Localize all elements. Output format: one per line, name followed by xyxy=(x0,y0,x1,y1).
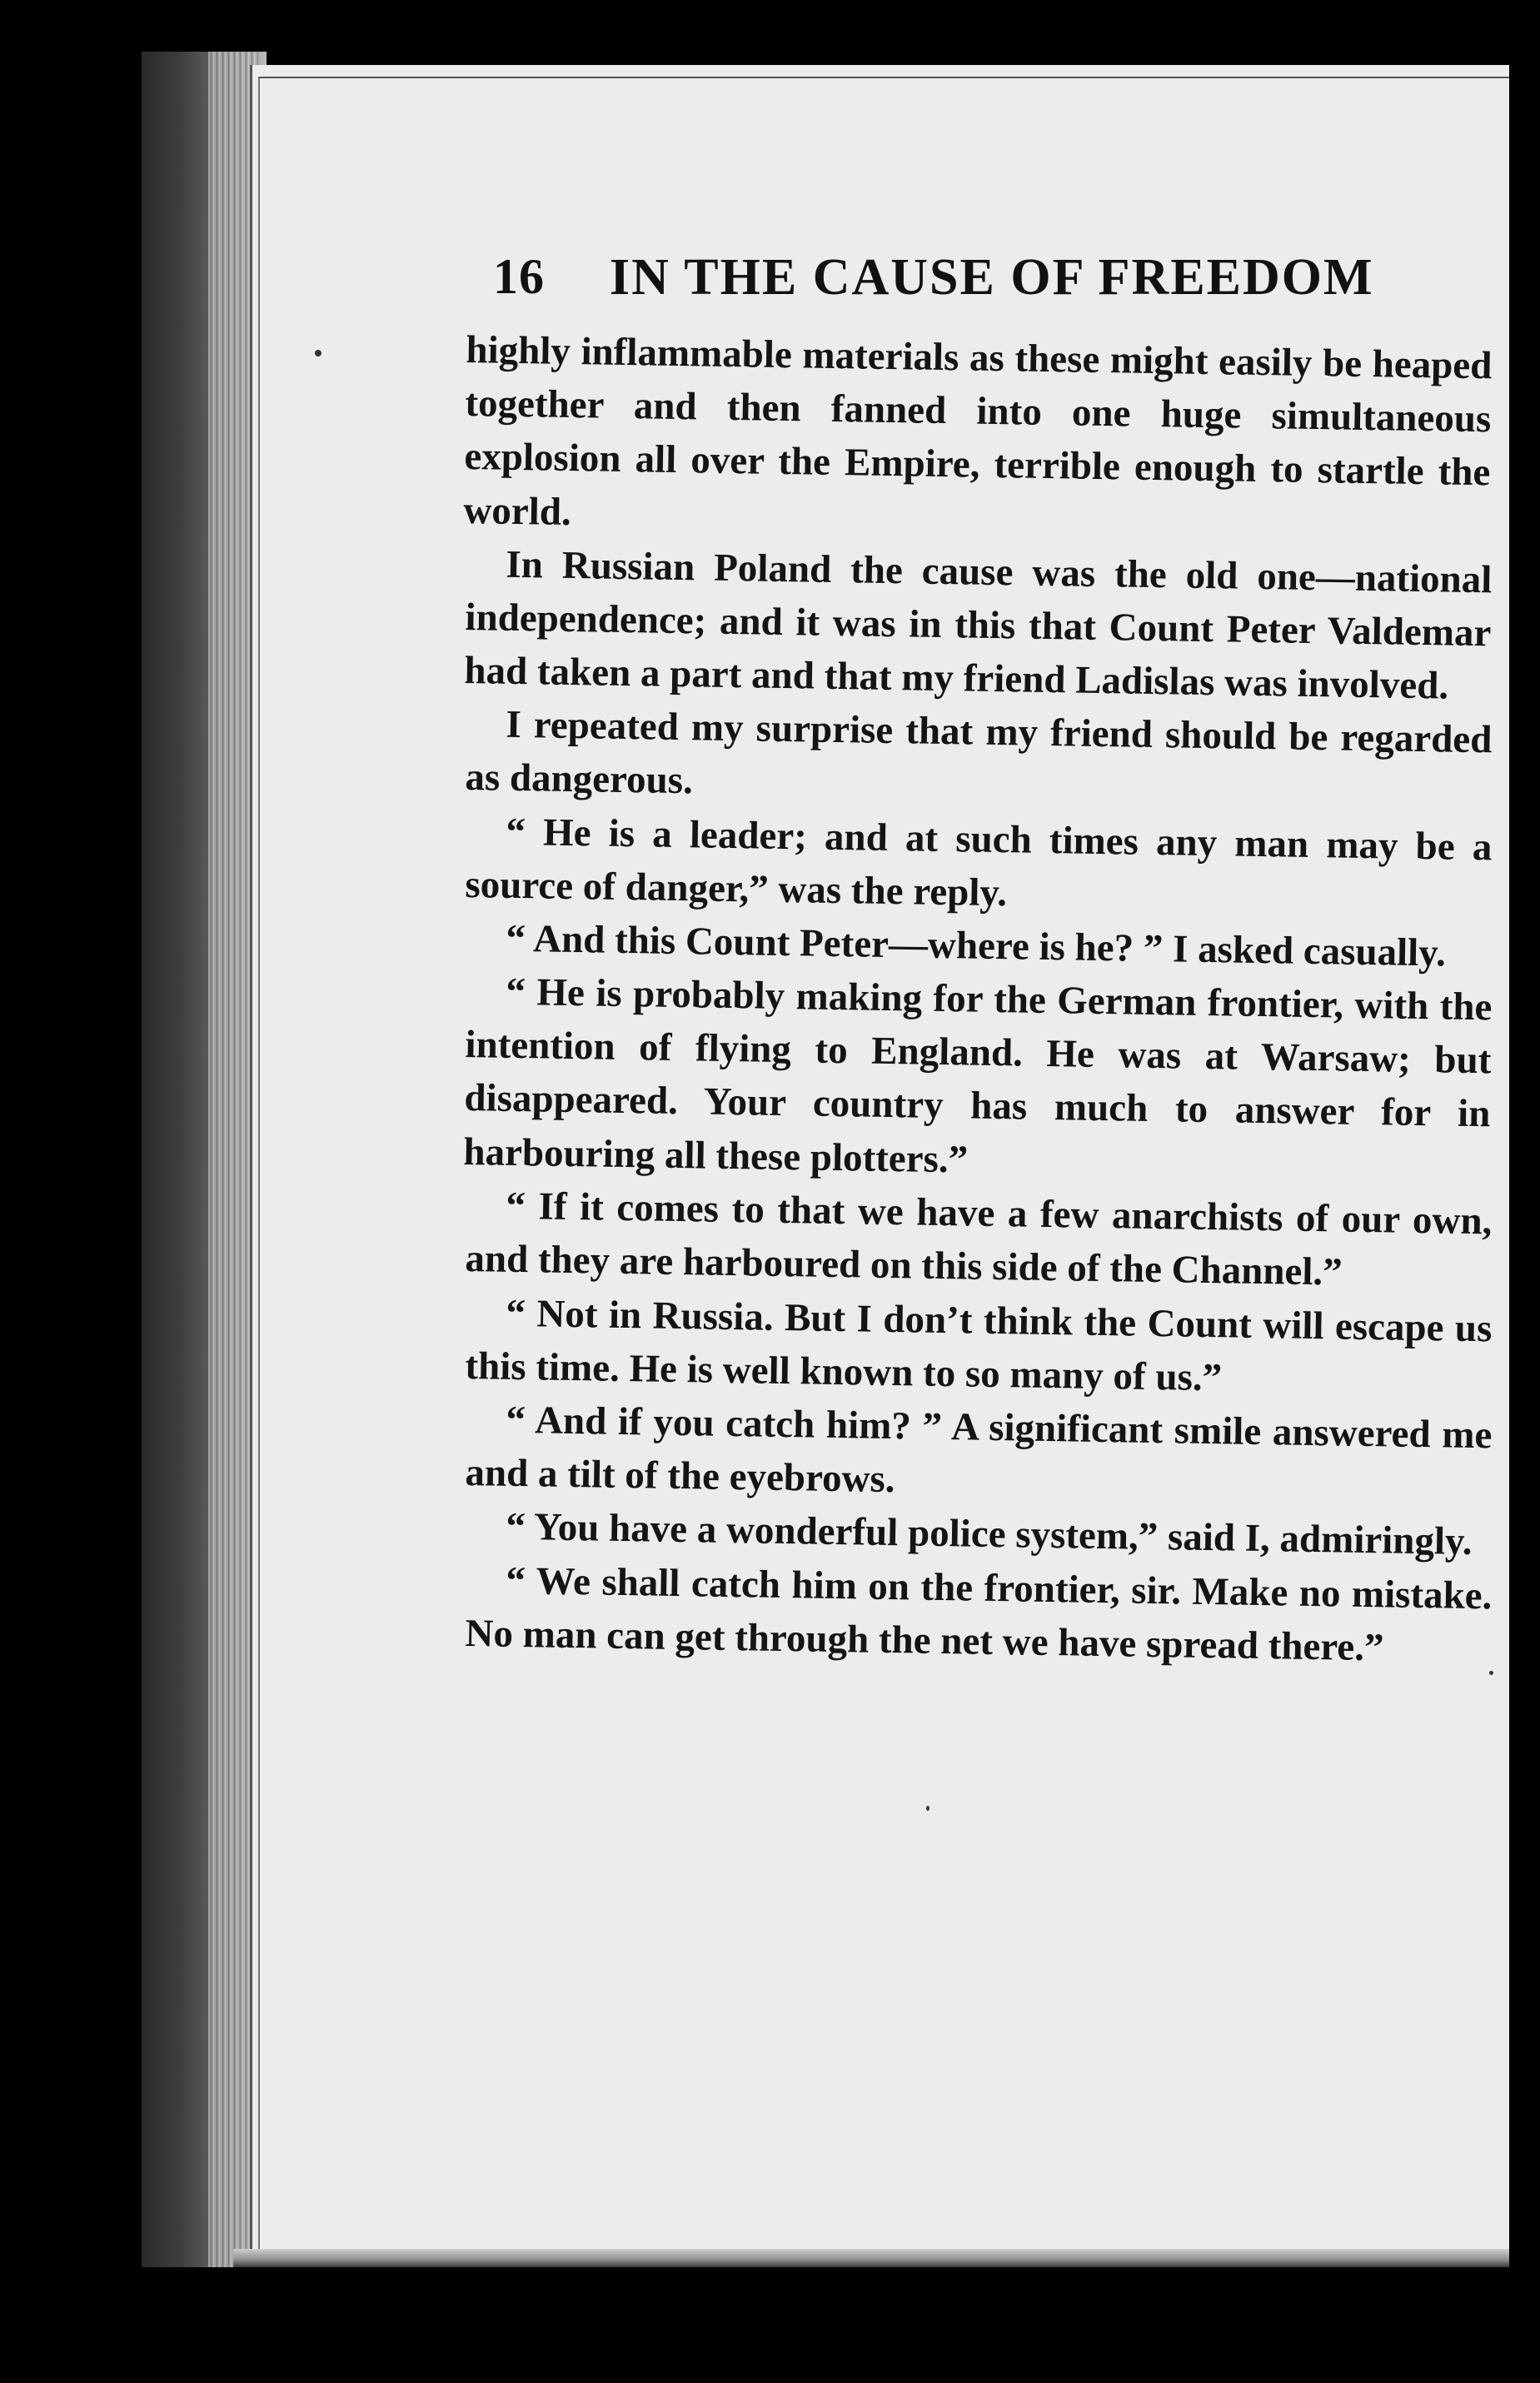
running-head: IN THE CAUSE OF FREEDOM xyxy=(610,249,1374,306)
page-bottom-edge xyxy=(233,2249,1516,2267)
right-background xyxy=(1509,50,1540,2383)
paragraph: “ Not in Russia. But I don’t think the Count will escape us this time. He is well known to so many of us.” xyxy=(465,1291,1493,1400)
print-speck xyxy=(926,1806,929,1811)
bottom-background xyxy=(0,2267,1540,2383)
paragraph: “ And if you catch him? ” A significant smile answered me and a tilt of the eyebrows. xyxy=(465,1398,1493,1502)
paragraph: “ We shall catch him on the frontier, sir. Make no mistake. No man can get through the net we have spread there.” xyxy=(465,1558,1493,1670)
paragraph: “ He is probably making for the German frontier, with the intention of flying to England. He was at Warsaw; but disappeared. Your country has much to answer for in harbouring all these plotters.” xyxy=(463,970,1493,1182)
paragraph: “ He is a leader; and at such times any man may be a source of danger,” was the reply. xyxy=(465,810,1493,915)
paragraph: “ And this Count Peter—where is he? ” I asked casually. xyxy=(506,916,1447,975)
page-number: 16 xyxy=(493,249,545,304)
page-header xyxy=(493,248,1409,307)
paragraph: I repeated my surprise that my friend should be regarded as dangerous. xyxy=(465,703,1493,803)
paragraph: In Russian Poland the cause was the old one—national independence; and it was in this that Count Peter Valdemar had taken a part and that my friend Ladislas was involved. xyxy=(464,542,1493,708)
body-text xyxy=(463,323,1493,1670)
paragraph: “ You have a wonderful police system,” said I, admiringly. xyxy=(506,1505,1473,1564)
paragraph: “ If it comes to that we have a few anarchists of our own, and they are harboured on this side of the Channel.” xyxy=(465,1184,1493,1294)
paragraph: highly inflammable materials as these might easily be heaped together and then fanned into one huge simultaneous explosion all over the Empire, terrible enough to startle the world. xyxy=(463,327,1493,534)
print-speck xyxy=(315,350,321,356)
